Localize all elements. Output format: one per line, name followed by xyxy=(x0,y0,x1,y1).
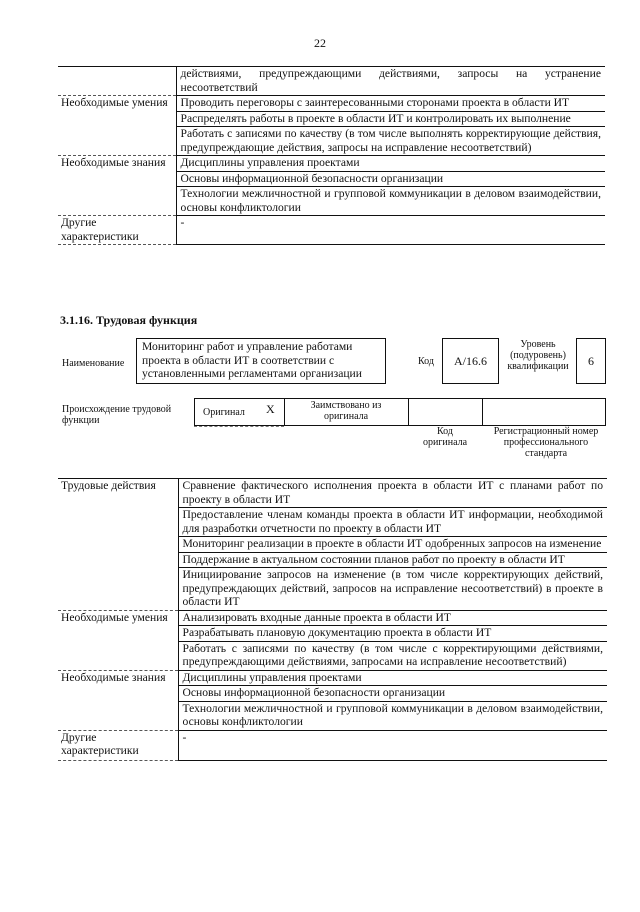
table-label-cell xyxy=(58,67,176,96)
page-number: 22 xyxy=(314,36,326,50)
table-label-cell: Трудовые действия xyxy=(58,479,178,611)
level-label: Уровень (подуровень) квалификации xyxy=(507,339,569,372)
original-code-caption: Код оригинала xyxy=(422,426,468,448)
function-name: Мониторинг работ и управление работами проекта в области ИТ в соответствии с установленными регламентами организации xyxy=(142,340,362,380)
top-characteristics-table xyxy=(58,66,605,245)
level-value: 6 xyxy=(588,354,594,368)
origin-table xyxy=(194,398,606,426)
registration-number-caption: Регистрационный номер профессионального стандарта xyxy=(493,426,599,459)
table-label-cell: Другие характеристики xyxy=(58,216,176,245)
table-cell: Дисциплины управления проектами xyxy=(176,156,605,172)
table-cell: Дисциплины управления проектами xyxy=(178,670,607,686)
table-cell: Сравнение фактического исполнения проекта в области ИТ с планами работ по проекту в области ИТ xyxy=(178,479,607,508)
table-cell: Работать с записями по качеству (в том числе с корректирующими действиями, предупреждающими действиями, запросами на исправление несоответствий) xyxy=(178,641,607,670)
table-cell: Технологии межличностной и групповой коммуникации в деловом взаимодействии, основы конфликтологии xyxy=(178,701,607,730)
table-cell: Работать с записями по качеству (в том числе выполнять корректирующие действия, предупреждающие действия, запросы на исправление несоответствий) xyxy=(176,127,605,156)
labor-function-table xyxy=(58,478,607,761)
code-label: Код xyxy=(418,356,434,367)
table-label-cell: Необходимые знания xyxy=(58,670,178,730)
table-cell: Основы информационной безопасности организации xyxy=(178,686,607,702)
function-code-box xyxy=(442,338,499,384)
original-mark: X xyxy=(266,402,275,416)
origin-label: Происхождение трудовой функции xyxy=(62,404,172,426)
table-cell: Разрабатывать плановую документацию проекта в области ИТ xyxy=(178,626,607,642)
table-cell: Проводить переговоры с заинтересованными сторонами проекта в области ИТ xyxy=(176,96,605,112)
table-cell: - xyxy=(178,730,607,760)
table-cell: Предоставление членам команды проекта в области ИТ информации, необходимой для разработки отчетности по проекту в области ИТ xyxy=(178,508,607,537)
table-cell: Поддержание в актуальном состоянии планов работ по проекту в области ИТ xyxy=(178,552,607,568)
table-cell: Технологии межличностной и групповой коммуникации в деловом взаимодействии, основы конфликтологии xyxy=(176,187,605,216)
level-box xyxy=(576,338,606,384)
function-name-box xyxy=(136,338,386,384)
table-cell: Мониторинг реализации в проекте в области ИТ одобренных запросов на изменение xyxy=(178,537,607,553)
table-cell: Основы информационной безопасности организации xyxy=(176,171,605,187)
table-cell: Инициирование запросов на изменение (в том числе корректирующих действий, предупреждающих действий, запросов на исправление несоответствий) в проекте в области ИТ xyxy=(178,568,607,611)
table-label-cell: Необходимые умения xyxy=(58,96,176,156)
name-label: Наименование xyxy=(62,358,125,369)
table-label-cell: Другие характеристики xyxy=(58,730,178,760)
table-cell: действиями, предупреждающими действиями, запросы на устранение несоответствий xyxy=(176,67,605,96)
table-label-cell: Необходимые знания xyxy=(58,156,176,216)
original-label: Оригинал xyxy=(203,407,245,418)
table-label-cell: Необходимые умения xyxy=(58,610,178,670)
function-code: A/16.6 xyxy=(454,354,487,368)
borrowed-label: Заимствовано из оригинала xyxy=(310,400,382,422)
table-cell: - xyxy=(176,216,605,245)
table-cell: Распределять работы в проекте в области ИТ и контролировать их выполнение xyxy=(176,111,605,127)
section-heading: 3.1.16. Трудовая функция xyxy=(60,313,198,327)
table-cell: Анализировать входные данные проекта в области ИТ xyxy=(178,610,607,626)
